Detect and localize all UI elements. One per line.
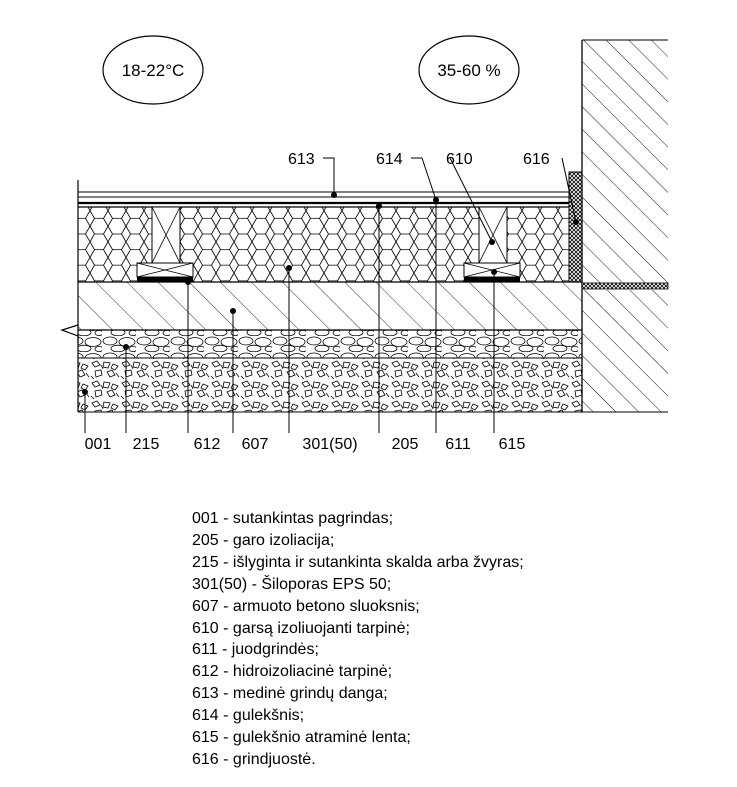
callout-205: 205 [391,436,419,453]
legend-item: 301(50) - Šiloporas EPS 50; [192,575,392,593]
callout-610: 610 [446,151,473,168]
concrete-slab [78,282,582,330]
svg-text:18-22°C: 18-22°C [121,61,185,80]
legend-item: 205 - garo izoliacija; [192,531,335,549]
legend-item: 616 - grindjuostė. [192,750,316,768]
skirting-board [569,172,582,282]
callout-215: 215 [132,436,160,453]
callout-614: 614 [376,151,403,168]
compacted-base-layer [78,358,582,412]
legend-item: 615 - gulekšnio atraminė lenta; [192,729,411,747]
humidity-badge [419,36,519,104]
callouts-bottom [85,436,526,453]
callout-607: 607 [241,436,269,453]
eps-insulation-layer [78,207,582,282]
svg-text:35-60 %: 35-60 % [437,61,501,80]
callout-611: 611 [445,436,471,453]
legend-item: 612 - hidroizoliacinė tarpinė; [192,663,393,681]
legend-item: 611 - juodgrindės; [192,641,319,659]
floor-finish-layers [78,192,569,207]
temperature-badge [103,36,203,104]
legend-item: 614 - gulekšnis; [192,707,305,725]
wall [582,40,668,412]
break-line [62,180,78,412]
callout-001: 001 [84,436,112,453]
callout-616: 616 [523,151,550,168]
legend-item: 215 - išlyginta ir sutankinta skalda arba žvyras; [192,553,524,571]
callouts-top [288,151,550,168]
callout-615: 615 [498,436,526,453]
callout-612: 612 [193,436,221,453]
crushed-stone-layer [78,330,582,358]
legend-item: 610 - garsą izoliuojanti tarpinė; [192,619,410,637]
legend-item: 001 - sutankintas pagrindas; [192,510,394,527]
legend [192,508,524,771]
legend-item: 613 - medinė grindų danga; [192,685,388,703]
callout-613: 613 [288,151,315,168]
callout-301-50: 301(50) [302,436,358,453]
legend-item: 607 - armuoto betono sluoksnis; [192,597,420,615]
